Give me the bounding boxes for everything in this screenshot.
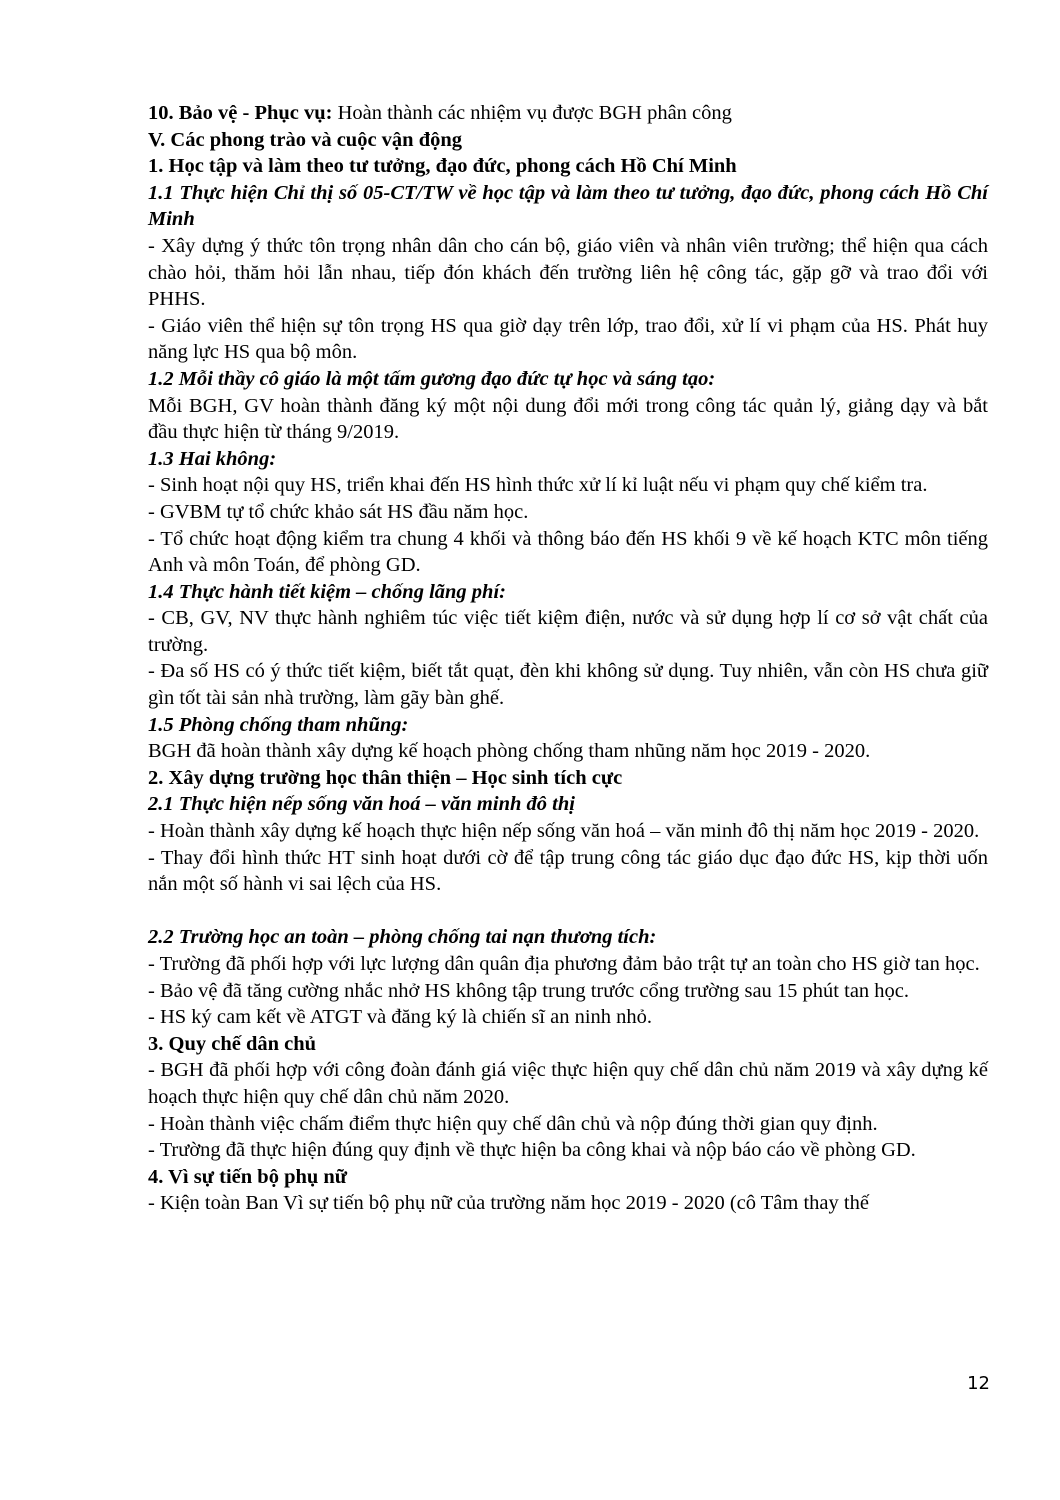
paragraph: - Kiện toàn Ban Vì sự tiến bộ phụ nữ của trường năm học 2019 - 2020 (cô Tâm thay thế xyxy=(148,1192,869,1215)
paragraph: Mỗi BGH, GV hoàn thành đăng ký một nội dung đổi mới trong công tác quản lý, giảng dạy và bắt đầu thực hiện từ tháng 9/2019. xyxy=(148,394,988,444)
paragraph: - Xây dựng ý thức tôn trọng nhân dân cho cán bộ, giáo viên và nhân viên trường; thể hiện qua cách chào hỏi, thăm hỏi lẫn nhau, tiếp đón khách đến trường liên hệ công tác, gặp gỡ và trao đổi với PHHS. xyxy=(148,234,988,311)
section-1-heading: 1. Học tập và làm theo tư tưởng, đạo đức, phong cách Hồ Chí Minh xyxy=(148,155,737,178)
paragraph: - Giáo viên thể hiện sự tôn trọng HS qua giờ dạy trên lớp, trao đổi, xử lí vi phạm của HS. Phát huy năng lực HS qua bộ môn. xyxy=(148,314,988,364)
paragraph: - Trường đã thực hiện đúng quy định về thực hiện ba công khai và nộp báo cáo về phòng GD. xyxy=(148,1139,916,1162)
paragraph: - Bảo vệ đã tăng cường nhắc nhở HS không tập trung trước cổng trường sau 15 phút tan học. xyxy=(148,979,910,1002)
paragraph: - Sinh hoạt nội quy HS, triển khai đến HS hình thức xử lí kỉ luật nếu vi phạm quy chế kiểm tra. xyxy=(148,474,928,497)
subsection-1-4-heading: 1.4 Thực hành tiết kiệm – chống lãng phí: xyxy=(148,580,506,603)
subsection-1-5-heading: 1.5 Phòng chống tham nhũng: xyxy=(148,713,409,736)
subsection-1-2-heading: 1.2 Mỗi thầy cô giáo là một tấm gương đạo đức tự học và sáng tạo: xyxy=(148,367,716,390)
paragraph: - Đa số HS có ý thức tiết kiệm, biết tắt quạt, đèn khi không sử dụng. Tuy nhiên, vẫn còn HS chưa giữ gìn tốt tài sản nhà trường, làm gãy bàn ghế. xyxy=(148,660,988,710)
page-number: 12 xyxy=(967,1373,990,1394)
section-2-heading: 2. Xây dựng trường học thân thiện – Học sinh tích cực xyxy=(148,766,623,789)
paragraph: - Hoàn thành xây dựng kế hoạch thực hiện nếp sống văn hoá – văn minh đô thị năm học 2019 - 2020. xyxy=(148,820,980,843)
section-4-heading: 4. Vì sự tiến bộ phụ nữ xyxy=(148,1165,348,1188)
paragraph: - CB, GV, NV thực hành nghiêm túc việc tiết kiệm điện, nước và sử dụng hợp lí cơ sở vật chất của trường. xyxy=(148,607,988,656)
subsection-1-1-heading: 1.1 Thực hiện Chỉ thị số 05-CT/TW về học tập và làm theo tư tưởng, đạo đức, phong cách Hồ Chí Minh xyxy=(148,181,988,231)
section-v-heading: V. Các phong trào và cuộc vận động xyxy=(148,128,462,151)
paragraph: - Hoàn thành việc chấm điểm thực hiện quy chế dân chủ và nộp đúng thời gian quy định. xyxy=(148,1112,878,1135)
section-3-heading: 3. Quy chế dân chủ xyxy=(148,1032,317,1055)
item-10 xyxy=(148,100,988,127)
item-10-heading: 10. Bảo vệ - Phục vụ: xyxy=(148,102,333,124)
item-10-text: Hoàn thành các nhiệm vụ được BGH phân công xyxy=(332,102,732,124)
paragraph: - HS ký cam kết về ATGT và đăng ký là chiến sĩ an ninh nhỏ. xyxy=(148,1006,653,1029)
blank-line xyxy=(148,898,988,925)
paragraph: - BGH đã phối hợp với công đoàn đánh giá việc thực hiện quy chế dân chủ năm 2019 và xây dựng kế hoạch thực hiện quy chế dân chủ năm 2020. xyxy=(148,1059,988,1108)
document-page xyxy=(148,100,988,1217)
paragraph: BGH đã hoàn thành xây dựng kế hoạch phòng chống tham nhũng năm học 2019 - 2020. xyxy=(148,740,871,763)
paragraph: - Thay đổi hình thức HT sinh hoạt dưới cờ để tập trung công tác giáo dục đạo đức HS, kịp thời uốn nắn một số hành vi sai lệch của HS. xyxy=(148,846,988,896)
subsection-1-3-heading: 1.3 Hai không: xyxy=(148,447,277,470)
subsection-2-1-heading: 2.1 Thực hiện nếp sống văn hoá – văn minh đô thị xyxy=(148,793,575,816)
paragraph: - Trường đã phối hợp với lực lượng dân quân địa phương đảm bảo trật tự an toàn cho HS giờ tan học. xyxy=(148,953,980,975)
subsection-2-2-heading: 2.2 Trường học an toàn – phòng chống tai nạn thương tích: xyxy=(148,926,657,949)
paragraph: - Tổ chức hoạt động kiểm tra chung 4 khối và thông báo đến HS khối 9 về kế hoạch KTC môn tiếng Anh và môn Toán, để phòng GD. xyxy=(148,527,988,577)
paragraph: - GVBM tự tổ chức khảo sát HS đầu năm học. xyxy=(148,500,529,523)
